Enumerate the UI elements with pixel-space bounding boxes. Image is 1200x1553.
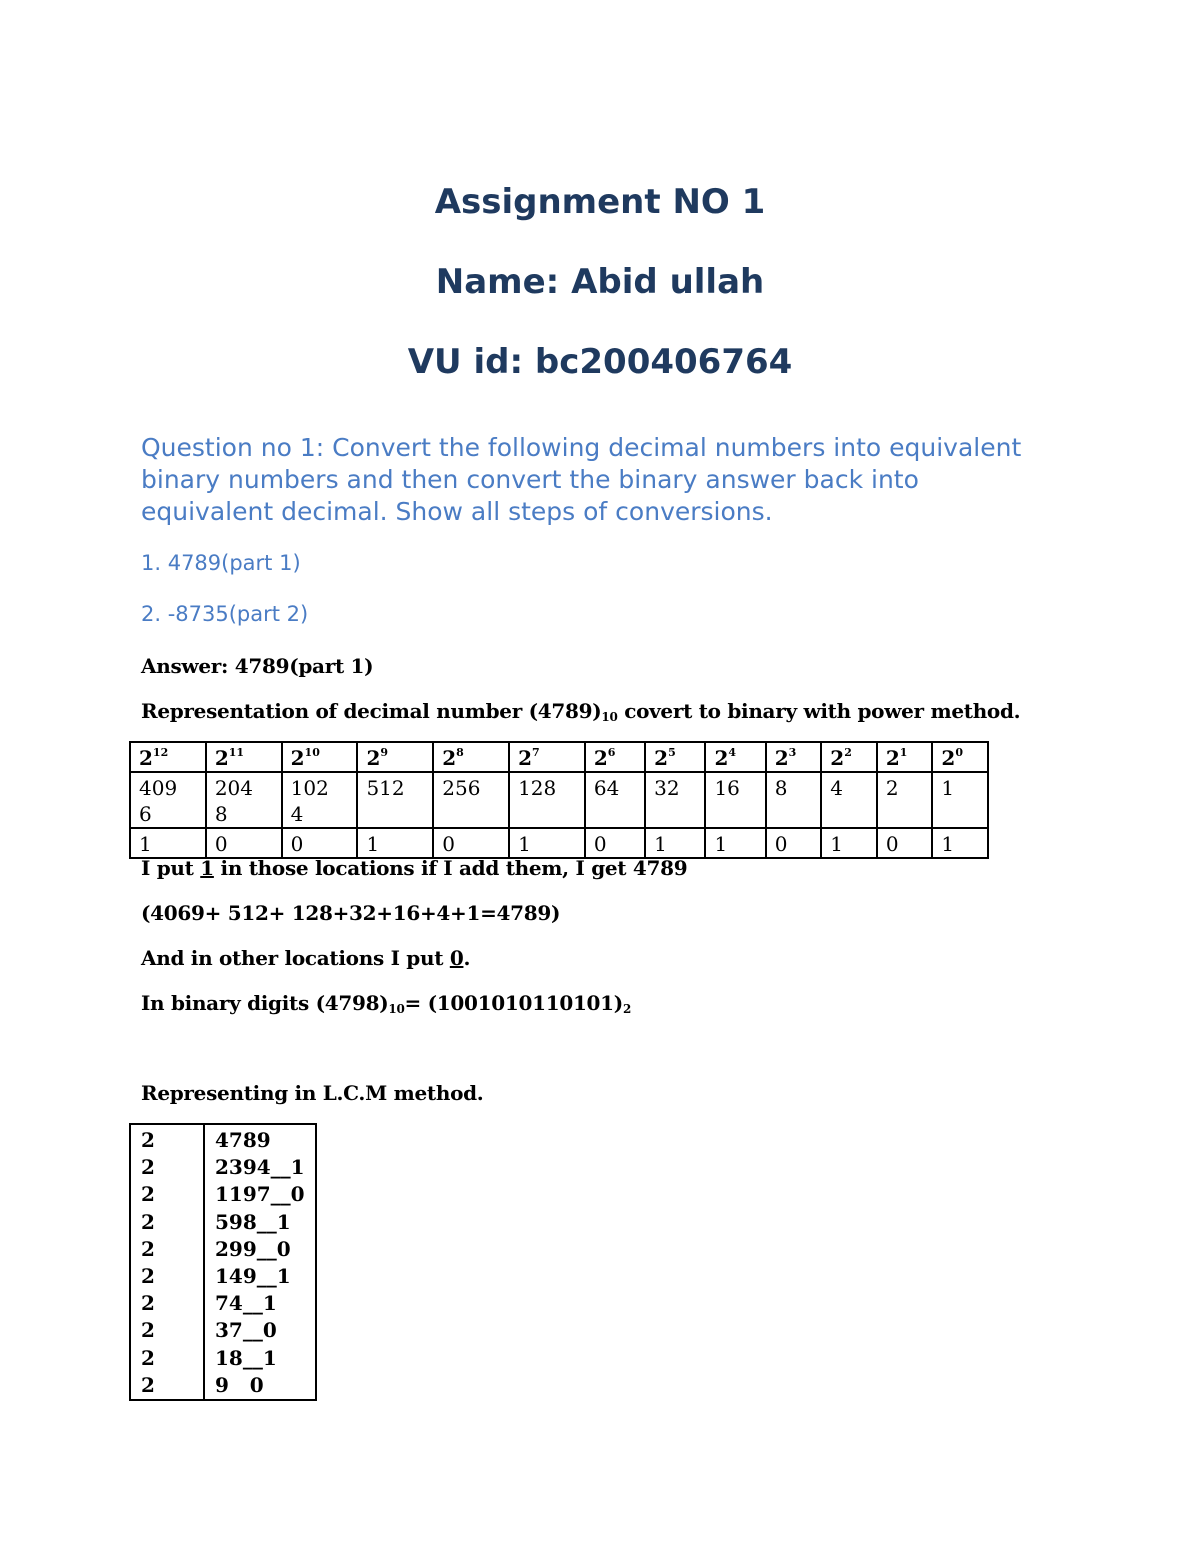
representation-subscript: 10 (601, 710, 618, 724)
power-cell (766, 742, 822, 772)
power-bit-cell: 0 (877, 828, 933, 858)
power-bit-row (130, 828, 988, 858)
power-value-cell (433, 772, 509, 828)
power-cell (645, 742, 705, 772)
power-value-cell (509, 772, 585, 828)
power-base: 2 (714, 746, 729, 770)
binary-subscript-10: 10 (388, 1002, 405, 1016)
power-value-line: 32 (654, 776, 680, 800)
lcm-quotient-remainder: 74__1 (215, 1291, 277, 1316)
power-cell (877, 742, 933, 772)
power-base: 2 (214, 746, 229, 770)
power-base: 2 (290, 746, 305, 770)
power-exponent: 2 (844, 746, 852, 759)
power-cell (433, 742, 509, 772)
power-bit-cell: 1 (645, 828, 705, 858)
power-base: 2 (518, 746, 532, 770)
put-one-pre: I put (141, 856, 201, 880)
other-digit: 0 (449, 946, 464, 970)
power-value-line: 4 (830, 776, 844, 800)
power-exponent: 9 (380, 746, 389, 759)
power-value-line: 256 (442, 776, 481, 800)
lcm-divisor: 2 (141, 1372, 155, 1397)
power-cell (130, 742, 206, 772)
power-value-line: 409 (139, 776, 178, 800)
power-cell (509, 742, 585, 772)
power-bit-cell: 1 (509, 828, 585, 858)
lcm-quotient-column (204, 1124, 316, 1400)
power-value-line: 204 (214, 776, 253, 800)
power-value-cell (282, 772, 358, 828)
power-base: 2 (885, 746, 900, 770)
other-pre: And in other locations I put (141, 946, 450, 970)
power-exponent: 8 (456, 746, 464, 759)
power-cell (206, 742, 282, 772)
binary-subscript-2: 2 (622, 1002, 632, 1016)
power-cell (821, 742, 877, 772)
lcm-quotient-remainder: 1197__0 (215, 1182, 305, 1207)
power-cell (705, 742, 765, 772)
power-bit-cell: 1 (932, 828, 988, 858)
power-bit-cell: 1 (705, 828, 765, 858)
binary-pre: In binary digits (4798) (141, 991, 389, 1015)
power-base: 2 (774, 746, 789, 770)
lcm-divisor: 2 (141, 1155, 155, 1180)
binary-result-text (141, 993, 631, 1015)
power-exponent-row (130, 742, 988, 772)
power-value-row (130, 772, 988, 828)
lcm-divisor: 2 (141, 1182, 155, 1207)
power-value-line: 512 (366, 776, 405, 800)
representation-post: covert to binary with power method. (617, 699, 1021, 723)
power-value-line: 16 (714, 776, 740, 800)
lcm-quotient-remainder: 598__1 (215, 1209, 291, 1234)
power-value-line: 4 (290, 802, 304, 826)
lcm-table-row (130, 1124, 316, 1400)
lcm-divisor-column (130, 1124, 204, 1400)
power-value-cell (357, 772, 433, 828)
power-bit-cell: 0 (433, 828, 509, 858)
lcm-quotient-remainder: 299__0 (215, 1236, 291, 1261)
power-base: 2 (366, 746, 381, 770)
document-title: Assignment NO 1 (434, 182, 766, 222)
lcm-divisor: 2 (141, 1345, 155, 1370)
power-exponent: 12 (152, 746, 169, 759)
lcm-heading: Representing in L.C.M method. (141, 1081, 484, 1105)
power-cell (357, 742, 433, 772)
question-item-1: 1. 4789(part 1) (141, 551, 301, 575)
power-exponent: 11 (228, 746, 245, 759)
lcm-divisor: 2 (141, 1263, 155, 1288)
power-bit-cell: 0 (766, 828, 822, 858)
put-one-text (141, 858, 687, 878)
power-value-cell (821, 772, 877, 828)
power-base: 2 (139, 746, 153, 770)
power-exponent: 1 (899, 746, 908, 759)
representation-text (141, 701, 1020, 723)
power-value-line: 8 (214, 802, 228, 826)
power-exponent: 6 (607, 746, 616, 759)
put-one-post: in those locations if I add them, I get 4789 (213, 856, 688, 880)
power-base: 2 (941, 746, 956, 770)
power-bit-cell: 0 (585, 828, 645, 858)
representation-pre: Representation of decimal number (4789) (141, 699, 602, 723)
other-locations-text (141, 948, 470, 968)
power-bit-cell: 1 (821, 828, 877, 858)
power-base: 2 (654, 746, 669, 770)
power-value-line: 64 (593, 776, 620, 800)
power-value-cell (585, 772, 645, 828)
lcm-divisor: 2 (141, 1128, 155, 1152)
lcm-divisor: 2 (141, 1318, 155, 1343)
lcm-quotient-remainder: 4789 (215, 1128, 271, 1152)
binary-mid: = (1001010110101) (404, 991, 623, 1015)
power-base: 2 (593, 746, 608, 770)
power-value-line: 8 (774, 776, 788, 800)
power-exponent: 3 (788, 746, 797, 759)
question-text: Question no 1: Convert the following decimal numbers into equivalent binary numbers and then convert the binary answer back into equivalent decimal. Show all steps of conversions. (141, 433, 1022, 526)
power-exponent: 0 (955, 746, 963, 759)
power-value-cell (705, 772, 765, 828)
answer-heading: Answer: 4789(part 1) (141, 654, 374, 678)
student-name: Name: Abid ullah (435, 262, 765, 302)
lcm-quotient-remainder: 18__1 (215, 1345, 277, 1370)
lcm-quotient-remainder: 9 0 (215, 1372, 264, 1397)
put-one-digit: 1 (200, 856, 214, 880)
power-value-line: 128 (518, 776, 557, 800)
power-value-cell (877, 772, 933, 828)
power-base: 2 (442, 746, 457, 770)
power-bit-cell: 0 (206, 828, 282, 858)
power-value-cell (766, 772, 822, 828)
other-post: . (463, 946, 471, 970)
power-value-line: 102 (290, 776, 329, 800)
lcm-quotient-remainder: 149__1 (215, 1263, 291, 1288)
sum-text: (4069+ 512+ 128+32+16+4+1=4789) (141, 901, 561, 925)
lcm-divisor: 2 (141, 1291, 155, 1316)
power-exponent: 10 (304, 746, 320, 759)
power-base: 2 (830, 746, 845, 770)
power-value-line: 1 (941, 776, 955, 800)
power-value-cell (206, 772, 282, 828)
power-value-line: 6 (139, 802, 152, 826)
power-bit-cell: 1 (130, 828, 206, 858)
lcm-quotient-remainder: 2394__1 (215, 1155, 305, 1180)
lcm-divisor: 2 (141, 1236, 155, 1261)
power-value-cell (645, 772, 705, 828)
lcm-method-table (129, 1123, 317, 1401)
question-item-2: 2. -8735(part 2) (141, 602, 309, 626)
power-method-table (129, 741, 989, 859)
power-cell (585, 742, 645, 772)
power-value-cell (130, 772, 206, 828)
power-bit-cell: 1 (357, 828, 433, 858)
power-exponent: 5 (668, 746, 676, 759)
power-value-cell (932, 772, 988, 828)
power-bit-cell: 0 (282, 828, 358, 858)
power-exponent: 4 (728, 746, 737, 759)
power-value-line: 2 (885, 776, 899, 800)
power-exponent: 7 (531, 746, 540, 759)
student-vu-id: VU id: bc200406764 (407, 342, 793, 382)
power-cell (932, 742, 988, 772)
power-cell (282, 742, 358, 772)
lcm-divisor: 2 (141, 1209, 155, 1234)
lcm-quotient-remainder: 37__0 (215, 1318, 277, 1343)
